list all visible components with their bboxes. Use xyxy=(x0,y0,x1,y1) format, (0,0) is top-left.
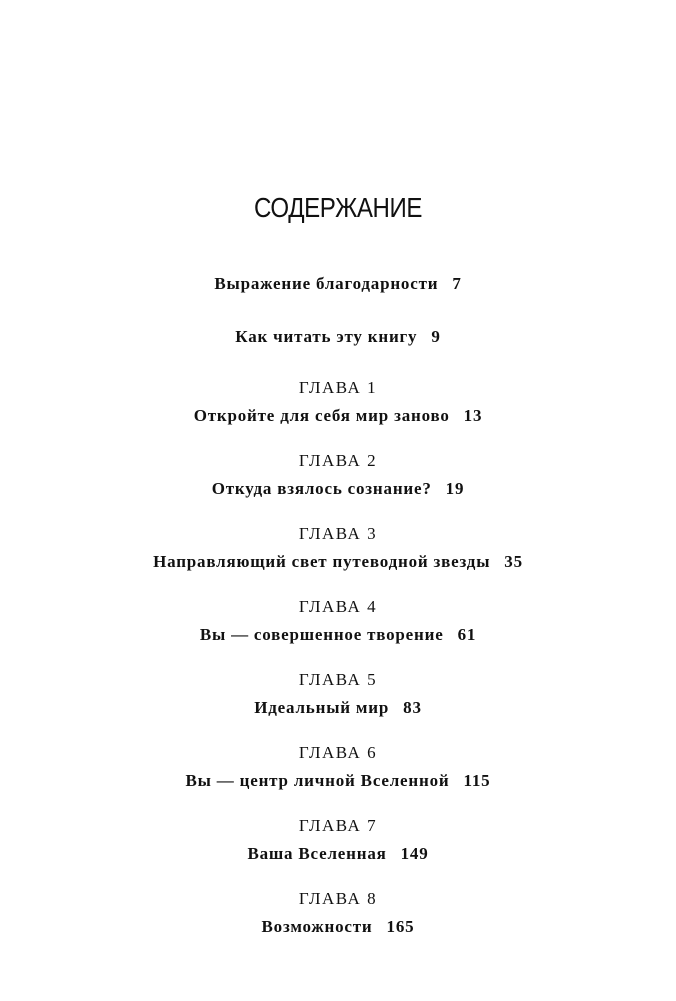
toc-entry-chapter-7[interactable] xyxy=(0,815,676,866)
page-title: СОДЕРЖАНИЕ xyxy=(254,192,422,223)
toc-entry-chapter-5[interactable] xyxy=(0,669,676,720)
toc-entry-page: 35 xyxy=(504,552,523,571)
chapter-label: ГЛАВА 3 xyxy=(298,524,378,543)
chapter-label: ГЛАВА 1 xyxy=(298,378,378,397)
toc-entry-page: 9 xyxy=(431,327,441,346)
toc-entry-name: Как читать эту книгу xyxy=(235,327,418,346)
toc-entry-page: 165 xyxy=(386,917,415,936)
chapter-label: ГЛАВА 5 xyxy=(298,670,378,689)
chapter-label: ГЛАВА 8 xyxy=(298,889,378,908)
toc-entry-chapter-3[interactable] xyxy=(0,523,676,574)
chapter-label: ГЛАВА 4 xyxy=(298,597,378,616)
toc-entry-page: 7 xyxy=(452,274,462,293)
toc-entry-name: Вы — совершенное творение xyxy=(199,625,444,644)
toc-entry-name: Выражение благодарности xyxy=(214,274,439,293)
toc-entry-chapter-8[interactable] xyxy=(0,888,676,939)
toc-entry-page: 149 xyxy=(400,844,429,863)
chapter-label: ГЛАВА 7 xyxy=(298,816,378,835)
toc-entry-name: Откуда взялось сознание? xyxy=(211,479,432,498)
toc-entry-page: 61 xyxy=(457,625,477,644)
toc-entry-page: 115 xyxy=(463,771,491,790)
toc-entry-chapter-2[interactable] xyxy=(0,450,676,501)
toc-entry-name: Вы — центр личной Вселенной xyxy=(185,771,450,790)
toc-entry-page: 13 xyxy=(463,406,483,425)
toc-entry-page: 19 xyxy=(445,479,465,498)
toc-entry-page: 83 xyxy=(403,698,422,717)
toc-entry-name: Откройте для себя мир заново xyxy=(193,406,450,425)
toc-entry-name: Идеальный мир xyxy=(254,698,390,717)
toc-entry-how-to-read[interactable] xyxy=(0,325,676,349)
toc-entry-acknowledgements[interactable] xyxy=(0,272,676,296)
toc-entry-name: Направляющий свет путеводной звезды xyxy=(153,552,491,571)
toc-entry-chapter-1[interactable] xyxy=(0,377,676,428)
toc-entry-chapter-4[interactable] xyxy=(0,596,676,647)
toc-entry-name: Ваша Вселенная xyxy=(247,844,387,863)
chapter-label: ГЛАВА 6 xyxy=(298,743,378,762)
toc-entry-chapter-6[interactable] xyxy=(0,742,676,793)
toc-entry-name: Возможности xyxy=(261,917,373,936)
chapter-label: ГЛАВА 2 xyxy=(298,451,378,470)
